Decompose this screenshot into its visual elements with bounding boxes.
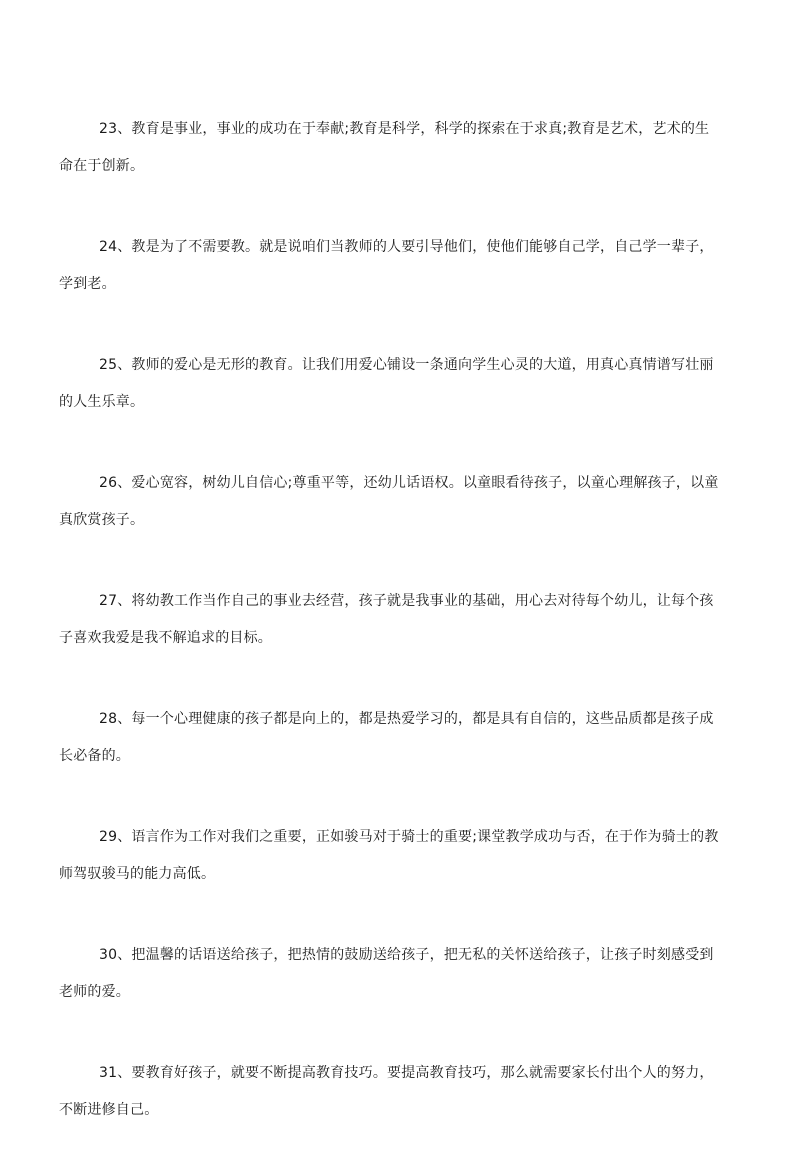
paragraph-26: 26、爱心宽容，树幼儿自信心;尊重平等，还幼儿话语权。以童眼看待孩子，以童心理解孩子，以童真欣赏孩子。	[59, 475, 719, 528]
document-body	[59, 111, 723, 1173]
paragraph-29: 29、语言作为工作对我们之重要，正如骏马对于骑士的重要;课堂教学成功与否，在于作为骑士的教师驾驭骏马的能力高低。	[59, 829, 719, 882]
paragraph-25: 25、教师的爱心是无形的教育。让我们用爱心铺设一条通向学生心灵的大道，用真心真情谱写壮丽的人生乐章。	[59, 357, 714, 410]
paragraph-27: 27、将幼教工作当作自己的事业去经营，孩子就是我事业的基础，用心去对待每个幼儿，让每个孩子喜欢我爱是我不解追求的目标。	[59, 593, 714, 646]
paragraph-31: 31、要教育好孩子，就要不断提高教育技巧。要提高教育技巧，那么就需要家长付出个人的努力，不断进修自己。	[59, 1065, 714, 1118]
paragraph-28: 28、每一个心理健康的孩子都是向上的，都是热爱学习的，都是具有自信的，这些品质都是孩子成长必备的。	[59, 711, 714, 764]
paragraph-30: 30、把温馨的话语送给孩子，把热情的鼓励送给孩子，把无私的关怀送给孩子，让孩子时刻感受到老师的爱。	[59, 947, 714, 1000]
paragraph-24: 24、教是为了不需要教。就是说咱们当教师的人要引导他们，使他们能够自己学，自己学一辈子，学到老。	[59, 239, 714, 292]
paragraph-23: 23、教育是事业，事业的成功在于奉献;教育是科学，科学的探索在于求真;教育是艺术，艺术的生命在于创新。	[59, 121, 710, 174]
